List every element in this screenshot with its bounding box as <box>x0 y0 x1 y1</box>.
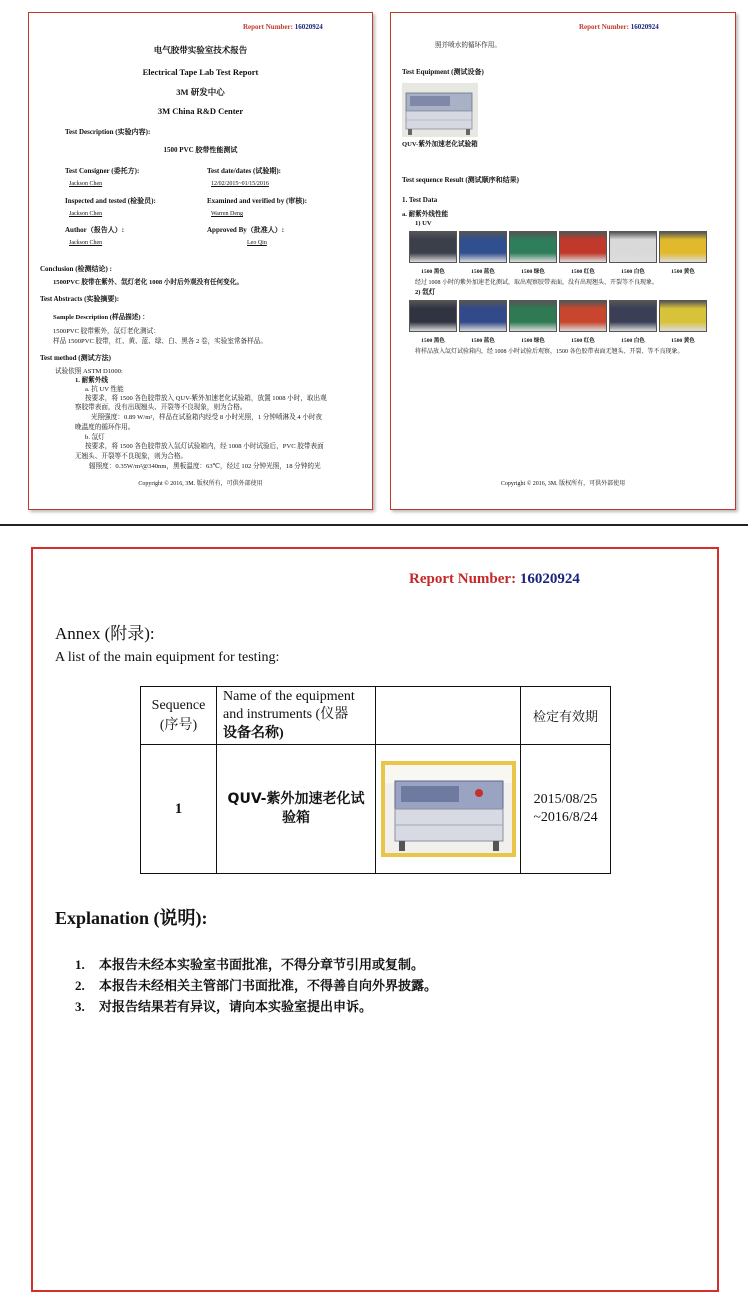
method-line: 1. 耐紫外线 <box>75 377 108 384</box>
copyright: Copyright © 2016, 3M. 版权所有，可供外部使用 <box>500 481 626 487</box>
tape-swatch <box>609 300 657 332</box>
explanation-title: Explanation (说明): <box>55 908 208 928</box>
test-data-label: 1. Test Data <box>402 196 438 204</box>
image-header <box>376 687 521 745</box>
row-validity <box>521 745 611 874</box>
uv-section-label: a. 耐紫外线性能 <box>402 211 449 218</box>
abstracts-label: Test Abstracts (实验摘要): <box>40 295 120 303</box>
quv-machine-photo <box>381 761 516 857</box>
xenon-note: 将样品放入氙灯试验箱内，经 1008 小时试验后观察，1500 各色胶带表面无翘头、开裂、等不良现象。 <box>415 349 684 355</box>
method-line: b. 氙灯 <box>85 434 105 441</box>
method-line: 辐照度：0.35W/m²@340nm，黑板温度：63℃，经过 102 分钟光照，18 分钟的光 <box>89 463 321 470</box>
name-header <box>217 687 376 745</box>
conclusion-label: Conclusion (检测结论) : <box>40 265 112 273</box>
quv-machine-image <box>402 83 478 137</box>
equipment-caption: QUV-紫外加速老化试验箱 <box>402 141 478 148</box>
sequence-header <box>141 687 217 745</box>
method-line: 晚温度的循环作用。 <box>75 424 135 431</box>
report-page-3 <box>31 547 719 1292</box>
explanation-item <box>75 975 437 994</box>
uv-label: 1) UV <box>415 220 432 227</box>
report-number <box>409 571 580 588</box>
report-page-1 <box>28 12 373 510</box>
validity-to: ~2016/8/24 <box>533 810 598 825</box>
method-line: 按要求，将 1500 各色胶带放入 QUV-紫外加速老化试验箱，放置 1008 小时，取出观 <box>85 395 327 402</box>
method-line: 察胶带表面，没有出现翘头、开裂等不良现象，则为合格。 <box>75 404 247 411</box>
report-page-2 <box>390 12 736 510</box>
tape-swatch <box>509 231 557 263</box>
report-number <box>243 23 323 31</box>
tape-swatch-label: 1500 黄色 <box>671 269 695 275</box>
tape-swatch <box>659 300 707 332</box>
tape-swatch <box>559 231 607 263</box>
page-divider <box>0 524 748 526</box>
explanation-item <box>75 954 424 973</box>
continued-text: 照并喷水的循环作用。 <box>435 42 501 49</box>
examined-value: Warren Deng <box>211 211 244 217</box>
tape-swatch-label: 1500 红色 <box>571 269 595 275</box>
title-cn: 电气胶带实验室技术报告 <box>153 45 248 55</box>
table-header-row <box>141 687 611 745</box>
row-equipment-name <box>217 745 376 874</box>
tape-swatch-label: 1500 蓝色 <box>471 269 495 275</box>
equipment-table <box>140 686 611 874</box>
tape-swatch <box>609 231 657 263</box>
tape-swatch <box>459 300 507 332</box>
tape-swatch-label: 1500 绿色 <box>521 338 545 344</box>
report-number-value: 16020924 <box>519 571 580 587</box>
method-line: 无翘头、开裂等不良现象，则为合格。 <box>75 453 188 460</box>
method-line: 试验依照 ASTM D1000: <box>55 368 123 375</box>
method-line: a. 抗 UV 性能 <box>85 386 124 393</box>
validity-from: 2015/08/25 <box>533 791 598 807</box>
xenon-label: 2) 氙灯 <box>415 289 436 296</box>
tape-swatch-label: 1500 白色 <box>621 338 645 344</box>
conclusion-text: 1500PVC 胶带在紫外、氙灯老化 1008 小时后外观没有任何变化。 <box>53 279 243 286</box>
tape-swatch <box>559 300 607 332</box>
title-en: Electrical Tape Lab Test Report <box>142 67 259 77</box>
tape-swatch-label: 1500 红色 <box>571 338 595 344</box>
tape-swatch <box>409 300 457 332</box>
inspected-value: Jackson Chen <box>69 211 103 217</box>
name-header-line: and instruments (仪器 <box>223 707 349 723</box>
report-number-value: 16020924 <box>630 23 659 31</box>
tape-swatch-label: 1500 黑色 <box>421 338 445 344</box>
approved-label: Approved By（批准人）: <box>207 226 285 234</box>
consigner-label: Test Consigner (委托方): <box>65 167 140 175</box>
tape-swatch-label: 1500 黑色 <box>421 269 445 275</box>
annex-subtitle: A list of the main equipment for testing: <box>55 650 280 665</box>
dates-value: 12/02/2015~01/15/2016 <box>211 181 269 187</box>
row-equipment-name-line: 验箱 <box>282 810 310 826</box>
validity-header: 检定有效期 <box>521 687 611 745</box>
tape-swatch <box>409 231 457 263</box>
explanation-text: 本报告未经相关主管部门书面批准，不得善自向外界披露。 <box>99 979 438 994</box>
tape-swatch <box>659 231 707 263</box>
explanation-text: 对报告结果若有异议，请向本实验室提出申诉。 <box>99 1000 373 1015</box>
report-number-label: Report Number: <box>243 23 293 31</box>
consigner-value: Jackson Chen <box>69 181 103 187</box>
annex-title: Annex (附录): <box>55 624 155 643</box>
center-cn: 3M 研发中心 <box>176 87 225 97</box>
tape-swatch-label: 1500 白色 <box>621 269 645 275</box>
author-label: Author（报告人）: <box>65 226 125 234</box>
report-number-label: Report Number: <box>579 23 629 31</box>
method-label: Test method (测试方法) <box>40 354 111 362</box>
sequence-header-cn: (序号) <box>159 717 198 733</box>
report-number-label: Report Number: <box>409 571 517 587</box>
method-line: 光照强度：0.89 W/m²，样品在试验箱内经受 8 小时光照，1 分钟喷淋及 4 小时夜 <box>91 414 323 421</box>
dates-label: Test date/dates (试验期): <box>207 167 282 175</box>
name-header-line: Name of the equipment <box>223 689 355 705</box>
test-description: 1500 PVC 胶带性能测试 <box>163 146 238 154</box>
tape-swatch-label: 1500 绿色 <box>521 269 545 275</box>
equipment-label: Test Equipment (测试设备) <box>402 68 484 76</box>
copyright: Copyright © 2016, 3M. 版权所有，可供外部使用 <box>138 481 263 487</box>
examined-label: Examined and verified by (审核): <box>207 197 307 205</box>
name-header-line: 设备名称) <box>223 725 284 741</box>
approved-value: Leo Qin <box>247 240 267 246</box>
sample-line-2: 样品 1500PVC 胶带，红、黄、蓝、绿、白、黑各 2 卷，实验室常备样品。 <box>53 338 267 345</box>
inspected-label: Inspected and tested (检验员): <box>65 197 156 205</box>
sequence-header-en: Sequence <box>151 697 206 713</box>
uv-note: 经过 1008 小时的紫外加速老化测试，取出观察胶带表面，没有出现翘头、开裂等不良现象。 <box>415 280 659 286</box>
table-row <box>141 745 611 874</box>
center-en: 3M China R&D Center <box>157 106 244 116</box>
explanation-number: 1. <box>75 957 85 972</box>
test-description-label: Test Description (实验内容): <box>65 128 151 136</box>
explanation-item <box>75 996 372 1015</box>
report-number-value: 16020924 <box>294 23 323 31</box>
row-sequence: 1 <box>141 745 217 874</box>
tape-swatch <box>509 300 557 332</box>
sample-line-1: 1500PVC 胶带紫外，氙灯老化测试： <box>53 328 160 335</box>
method-line: 按要求，将 1500 各色胶带放入氙灯试验箱内，经 1008 小时试验后，PVC 胶带表面 <box>85 443 324 450</box>
tape-swatch-label: 1500 蓝色 <box>471 338 495 344</box>
tape-swatch-label: 1500 黄色 <box>671 338 695 344</box>
row-equipment-image <box>376 745 521 874</box>
report-number <box>579 23 659 31</box>
explanation-number: 2. <box>75 978 85 993</box>
sequence-label: Test sequence Result (测试顺序和结果) <box>402 176 519 184</box>
sample-label: Sample Description (样品描述) ： <box>53 314 149 321</box>
tape-swatch <box>459 231 507 263</box>
row-equipment-name-line: QUV-紫外加速老化试 <box>227 791 365 808</box>
explanation-number: 3. <box>75 999 85 1014</box>
explanation-text: 本报告未经本实验室书面批准，不得分章节引用或复制。 <box>99 958 425 973</box>
author-value: Jackson Chen <box>69 240 103 246</box>
